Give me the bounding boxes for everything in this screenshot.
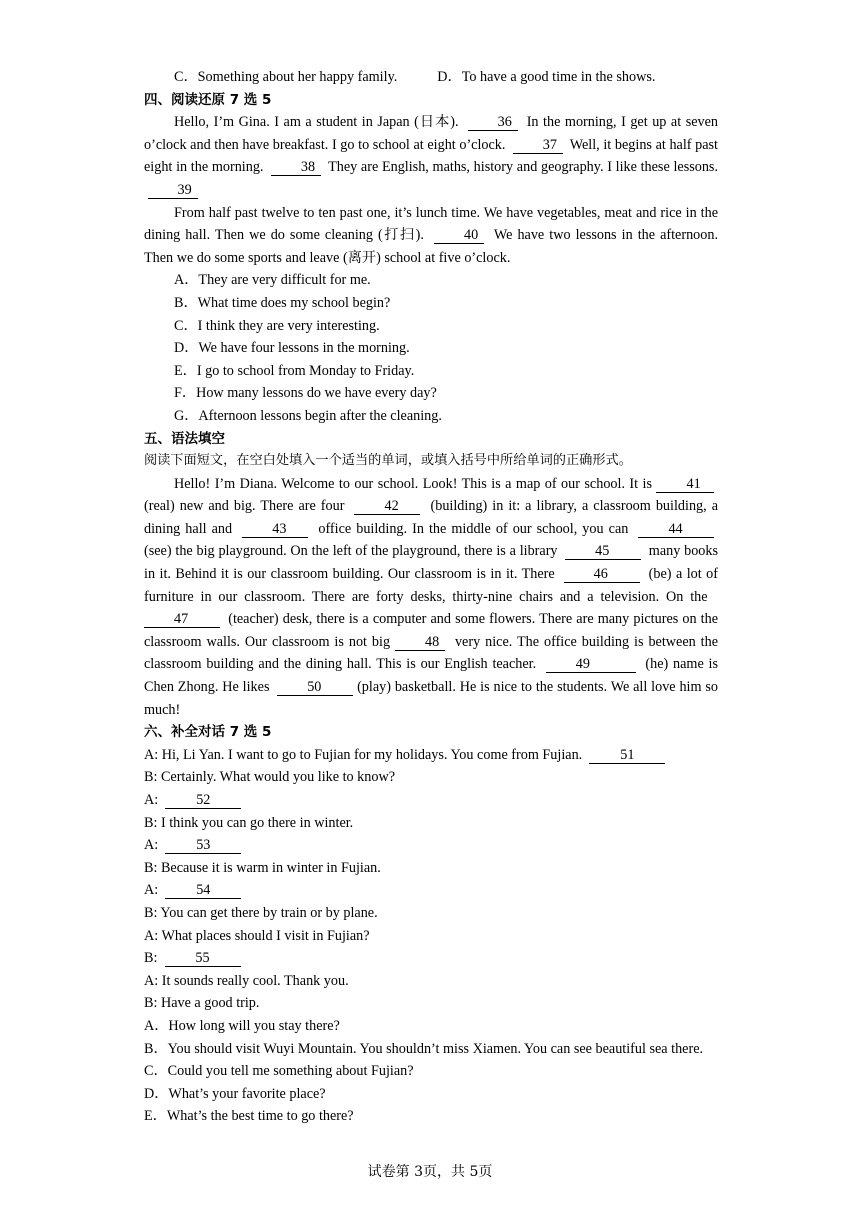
section6-title: 六、补全对话 7 选 5 [144,724,272,741]
dialogue-line: A: 54 [144,879,718,902]
blank-43: 43 [242,521,308,538]
blank-44: 44 [638,521,714,538]
option-item: B．You should visit Wuyi Mountain. You shouldn’t miss Xiamen. You can see beautiful sea there. [144,1040,704,1057]
option-c: C．Something about her happy family. [174,69,398,85]
blank-50: 50 [277,679,353,696]
blank-45: 45 [565,543,641,560]
page-footer: 试卷第 3页，共 5页 [367,1164,493,1180]
option-d: D．To have a good time in the shows. [437,69,656,85]
section5-passage: Hello! I’m Diana. Welcome to our school. Look! This is a map of our school. It is 41 (real) new and big. There are four 42 (building) in it: a library, a classroom building, a dining hall and 43 office building. In the middle of our school, you can 44 (see) the big playground. On the left of the playground, there is a library 45 many books in it. Behind it is our classroom building. Our classroom is in it. There 46 (be) a lot of furniture in our classroom. There are forty desks, thirty-nine chairs and a television. On the 47 (teacher) desk, there is a computer and some flowers. There are many pictures on the classroom walls. Our classroom is not big 48 very nice. The office building is between the classroom building and the dining hall. This is our English teacher. 49 (he) name is Chen Zhong. He likes 50 (play) basketball. He is nice to the students. We all love him so much! [144,475,719,718]
option-item: C．I think they are very interesting. [174,317,380,334]
dialogue-line: A: What places should I visit in Fujian? [144,927,370,944]
dialogue-line: B: Because it is warm in winter in Fujian. [144,859,381,876]
dialogue-line: A: 52 [144,789,718,812]
section4-paragraph-2: From half past twelve to ten past one, it’s lunch time. We have vegetables, meat and rice in the dining hall. Then we do some cleaning (打扫). 40 We have two lessons in the afternoon. Then we do some sports and leave (离开) school at five o’clock. [144,204,718,266]
section5-instruction: 阅读下面短文，在空白处填入一个适当的单词，或填入括号中所给单词的正确形式。 [144,453,632,469]
dialogue-line: A: It sounds really cool. Thank you. [144,972,349,989]
blank-55: 55 [165,950,241,967]
option-item: B．What time does my school begin? [174,294,391,311]
dialogue-line: A: 53 [144,834,718,857]
page-content [144,66,718,1128]
dialogue-line: B: Certainly. What would you like to know? [144,769,396,786]
section4-paragraph-1: Hello, I’m Gina. I am a student in Japan (日本). 36 In the morning, I get up at seven o’clock and then have breakfast. I go to school at eight o’clock. 37 Well, it begins at half past eight in the morning. 38 They are English, maths, history and geography. I like these lessons. 39 [144,114,719,198]
option-item: A．How long will you stay there? [144,1017,340,1034]
blank-51: 51 [589,747,665,764]
section3-options-line [144,66,718,89]
option-item: F．How many lessons do we have every day? [174,385,437,402]
blank-52: 52 [165,792,241,809]
blank-46: 46 [564,566,640,583]
blank-54: 54 [165,882,241,899]
section4-options [144,269,718,427]
blank-42: 42 [354,498,420,515]
dialogue-line: B: Have a good trip. [144,995,260,1012]
option-item: E．I go to school from Monday to Friday. [174,362,415,379]
option-item: C．Could you tell me something about Fujian? [144,1063,414,1080]
dialogue-line: B: I think you can go there in winter. [144,814,354,831]
section5-title: 五、语法填空 [144,430,225,447]
blank-47: 47 [144,611,220,628]
dialogue-line: A: Hi, Li Yan. I want to go to Fujian for my holidays. You come from Fujian. 51 [144,744,718,767]
dialogue-line: B: 55 [144,947,718,970]
blank-48: 48 [395,634,445,651]
option-item: A．They are very difficult for me. [174,272,371,289]
option-item: E．What’s the best time to go there? [144,1108,354,1125]
blank-49: 49 [546,656,636,673]
blank-38: 38 [271,159,321,176]
blank-41: 41 [656,476,714,493]
option-item: D．We have four lessons in the morning. [174,340,410,357]
blank-39: 39 [148,182,198,199]
option-item: G．Afternoon lessons begin after the cleaning. [174,407,442,424]
section4-title: 四、阅读还原 7 选 5 [144,91,272,108]
blank-40: 40 [434,227,484,244]
option-item: D．What’s your favorite place? [144,1085,326,1102]
dialogue-line: B: You can get there by train or by plane. [144,904,378,921]
blank-36: 36 [468,114,518,131]
blank-53: 53 [165,837,241,854]
section6-options [144,1015,718,1128]
blank-37: 37 [513,137,563,154]
